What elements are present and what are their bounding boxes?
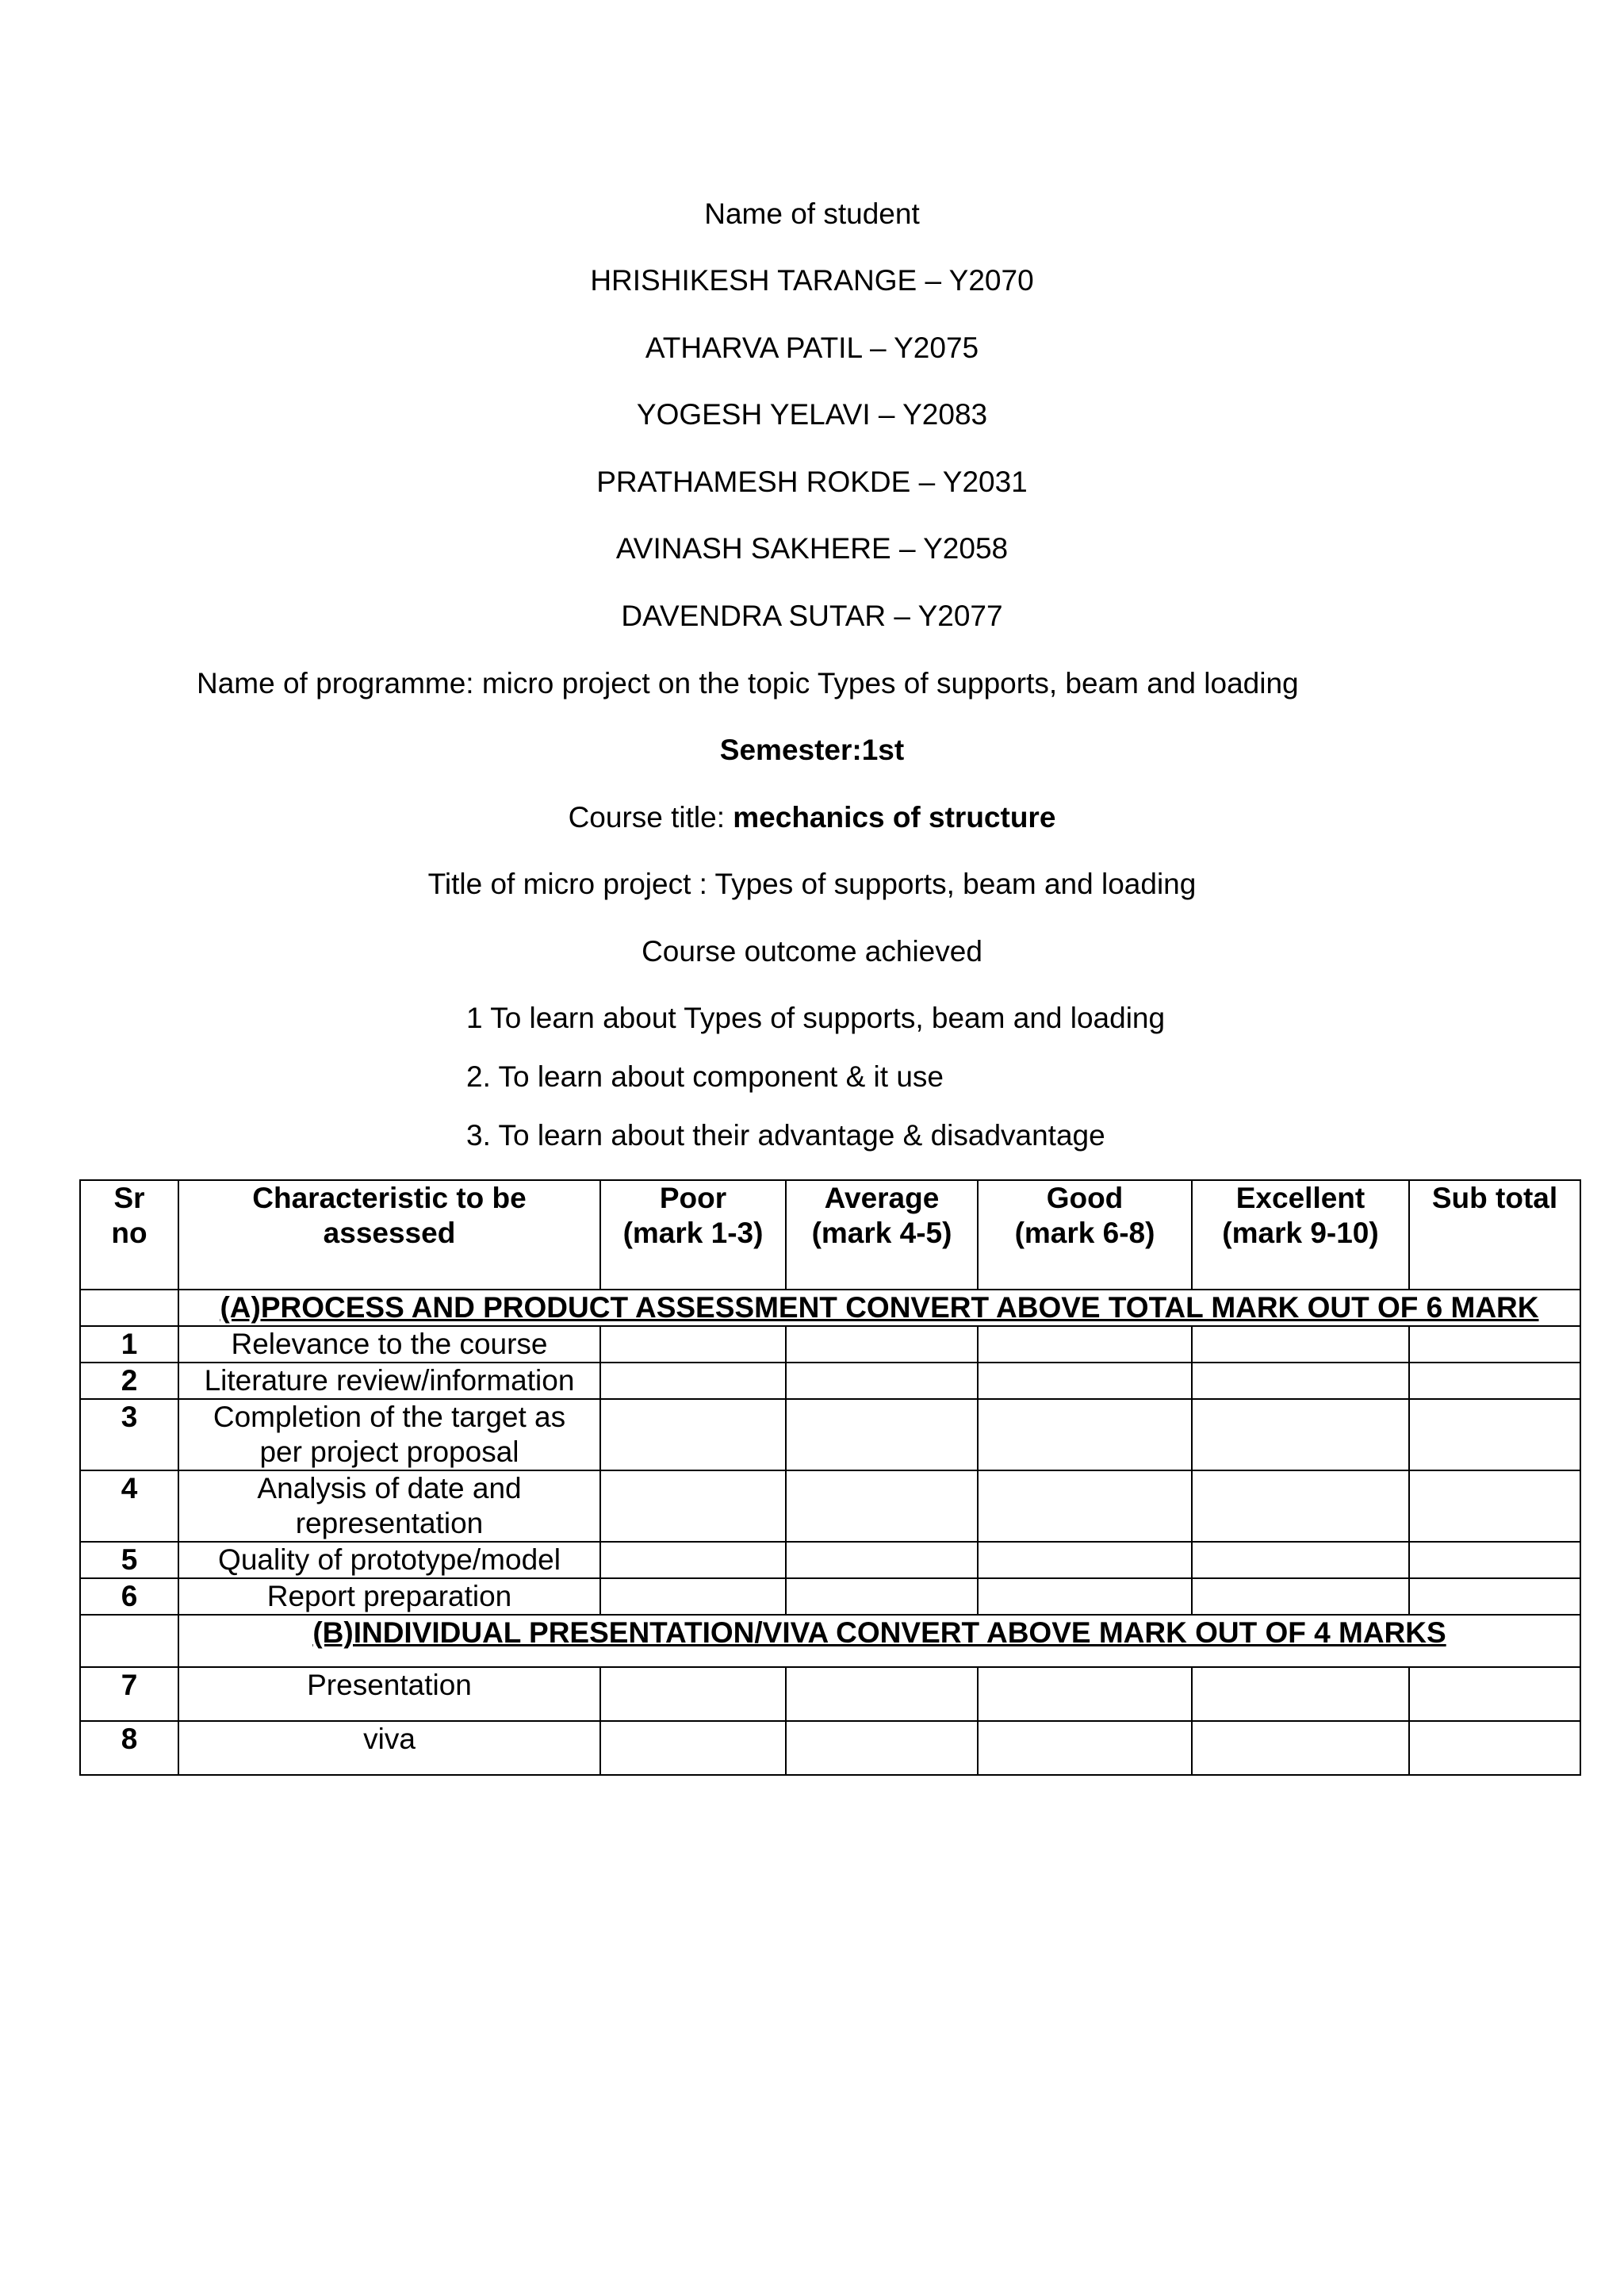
row-number: 2	[80, 1363, 178, 1399]
mark-cell[interactable]	[978, 1542, 1192, 1578]
section-a-empty	[80, 1290, 178, 1326]
programme-line: Name of programme: micro project on the topic Types of supports, beam and loading	[197, 667, 1299, 700]
mark-cell[interactable]	[600, 1578, 786, 1615]
subtotal-cell[interactable]	[1409, 1363, 1580, 1399]
row-characteristic: Quality of prototype/model	[178, 1542, 600, 1578]
table-row	[80, 1326, 1580, 1363]
mark-cell[interactable]	[978, 1326, 1192, 1363]
row-characteristic: Literature review/information	[178, 1363, 600, 1399]
mark-cell[interactable]	[786, 1667, 978, 1721]
mark-cell[interactable]	[978, 1667, 1192, 1721]
student-name-6: DAVENDRA SUTAR – Y2077	[621, 600, 1003, 632]
semester-line: Semester:1st	[719, 734, 905, 766]
mark-cell[interactable]	[1192, 1667, 1409, 1721]
subtotal-cell[interactable]	[1409, 1326, 1580, 1363]
student-name-2: ATHARVA PATIL – Y2075	[645, 332, 979, 364]
mark-cell[interactable]	[1192, 1399, 1409, 1470]
mark-cell[interactable]	[978, 1470, 1192, 1542]
student-name-3: YOGESH YELAVI – Y2083	[636, 398, 988, 431]
mark-cell[interactable]	[1192, 1721, 1409, 1775]
mark-cell[interactable]	[600, 1470, 786, 1542]
table-row	[80, 1721, 1580, 1775]
student-name-5: AVINASH SAKHERE – Y2058	[615, 532, 1009, 565]
mark-cell[interactable]	[786, 1721, 978, 1775]
course-title-label: Course title:	[568, 801, 733, 834]
table-header-row	[80, 1180, 1580, 1290]
section-b-heading: (B)INDIVIDUAL PRESENTATION/VIVA CONVERT ABOVE MARK OUT OF 4 MARKS	[178, 1615, 1580, 1667]
mark-cell[interactable]	[1192, 1326, 1409, 1363]
course-outcome-label: Course outcome achieved	[642, 935, 982, 968]
mark-cell[interactable]	[600, 1363, 786, 1399]
col-average: Average (mark 4-5)	[786, 1180, 978, 1290]
section-a-heading: (A)PROCESS AND PRODUCT ASSESSMENT CONVERT ABOVE TOTAL MARK OUT OF 6 MARK	[178, 1290, 1580, 1326]
row-characteristic: Completion of the target as per project proposal	[178, 1399, 600, 1470]
section-b-row	[80, 1615, 1580, 1667]
mark-cell[interactable]	[786, 1326, 978, 1363]
col-subtotal: Sub total	[1409, 1180, 1580, 1290]
mark-cell[interactable]	[786, 1470, 978, 1542]
mark-cell[interactable]	[1192, 1363, 1409, 1399]
table-row	[80, 1363, 1580, 1399]
mark-cell[interactable]	[978, 1363, 1192, 1399]
row-number: 3	[80, 1399, 178, 1470]
row-characteristic: Relevance to the course	[178, 1326, 600, 1363]
mark-cell[interactable]	[786, 1363, 978, 1399]
name-of-student-label: Name of student	[704, 197, 920, 230]
student-name-4: PRATHAMESH ROKDE – Y2031	[596, 466, 1028, 498]
table-row	[80, 1470, 1580, 1542]
col-good: Good (mark 6-8)	[978, 1180, 1192, 1290]
mark-cell[interactable]	[600, 1542, 786, 1578]
row-characteristic: Report preparation	[178, 1578, 600, 1615]
row-number: 7	[80, 1667, 178, 1721]
row-number: 5	[80, 1542, 178, 1578]
col-excellent: Excellent (mark 9-10)	[1192, 1180, 1409, 1290]
mark-cell[interactable]	[600, 1326, 786, 1363]
section-a-row	[80, 1290, 1580, 1326]
col-poor: Poor (mark 1-3)	[600, 1180, 786, 1290]
table-row	[80, 1578, 1580, 1615]
mark-cell[interactable]	[786, 1542, 978, 1578]
outcome-2: 2. To learn about component & it use	[466, 1060, 944, 1093]
mark-cell[interactable]	[978, 1721, 1192, 1775]
table-row	[80, 1399, 1580, 1470]
row-number: 1	[80, 1326, 178, 1363]
row-characteristic: viva	[178, 1721, 600, 1775]
row-number: 8	[80, 1721, 178, 1775]
assessment-table	[79, 1179, 1581, 1776]
mark-cell[interactable]	[786, 1578, 978, 1615]
row-number: 4	[80, 1470, 178, 1542]
micro-project-title: Title of micro project : Types of supports, beam and loading	[427, 868, 1197, 900]
mark-cell[interactable]	[600, 1399, 786, 1470]
course-title-value: mechanics of structure	[733, 801, 1056, 834]
course-title-line	[0, 800, 1624, 835]
subtotal-cell[interactable]	[1409, 1542, 1580, 1578]
mark-cell[interactable]	[600, 1667, 786, 1721]
subtotal-cell[interactable]	[1409, 1470, 1580, 1542]
mark-cell[interactable]	[786, 1399, 978, 1470]
subtotal-cell[interactable]	[1409, 1399, 1580, 1470]
subtotal-cell[interactable]	[1409, 1667, 1580, 1721]
table-row	[80, 1542, 1580, 1578]
mark-cell[interactable]	[1192, 1542, 1409, 1578]
row-characteristic: Presentation	[178, 1667, 600, 1721]
section-b-empty	[80, 1615, 178, 1667]
mark-cell[interactable]	[978, 1578, 1192, 1615]
student-name-1: HRISHIKESH TARANGE – Y2070	[590, 264, 1034, 297]
mark-cell[interactable]	[978, 1399, 1192, 1470]
subtotal-cell[interactable]	[1409, 1721, 1580, 1775]
mark-cell[interactable]	[1192, 1470, 1409, 1542]
outcome-1: 1 To learn about Types of supports, beam and loading	[466, 1002, 1166, 1034]
mark-cell[interactable]	[600, 1721, 786, 1775]
col-sr-no: Sr no	[80, 1180, 178, 1290]
row-number: 6	[80, 1578, 178, 1615]
col-characteristic: Characteristic to be assessed	[178, 1180, 600, 1290]
subtotal-cell[interactable]	[1409, 1578, 1580, 1615]
mark-cell[interactable]	[1192, 1578, 1409, 1615]
row-characteristic: Analysis of date and representation	[178, 1470, 600, 1542]
outcome-3: 3. To learn about their advantage & disadvantage	[466, 1119, 1105, 1152]
table-row	[80, 1667, 1580, 1721]
